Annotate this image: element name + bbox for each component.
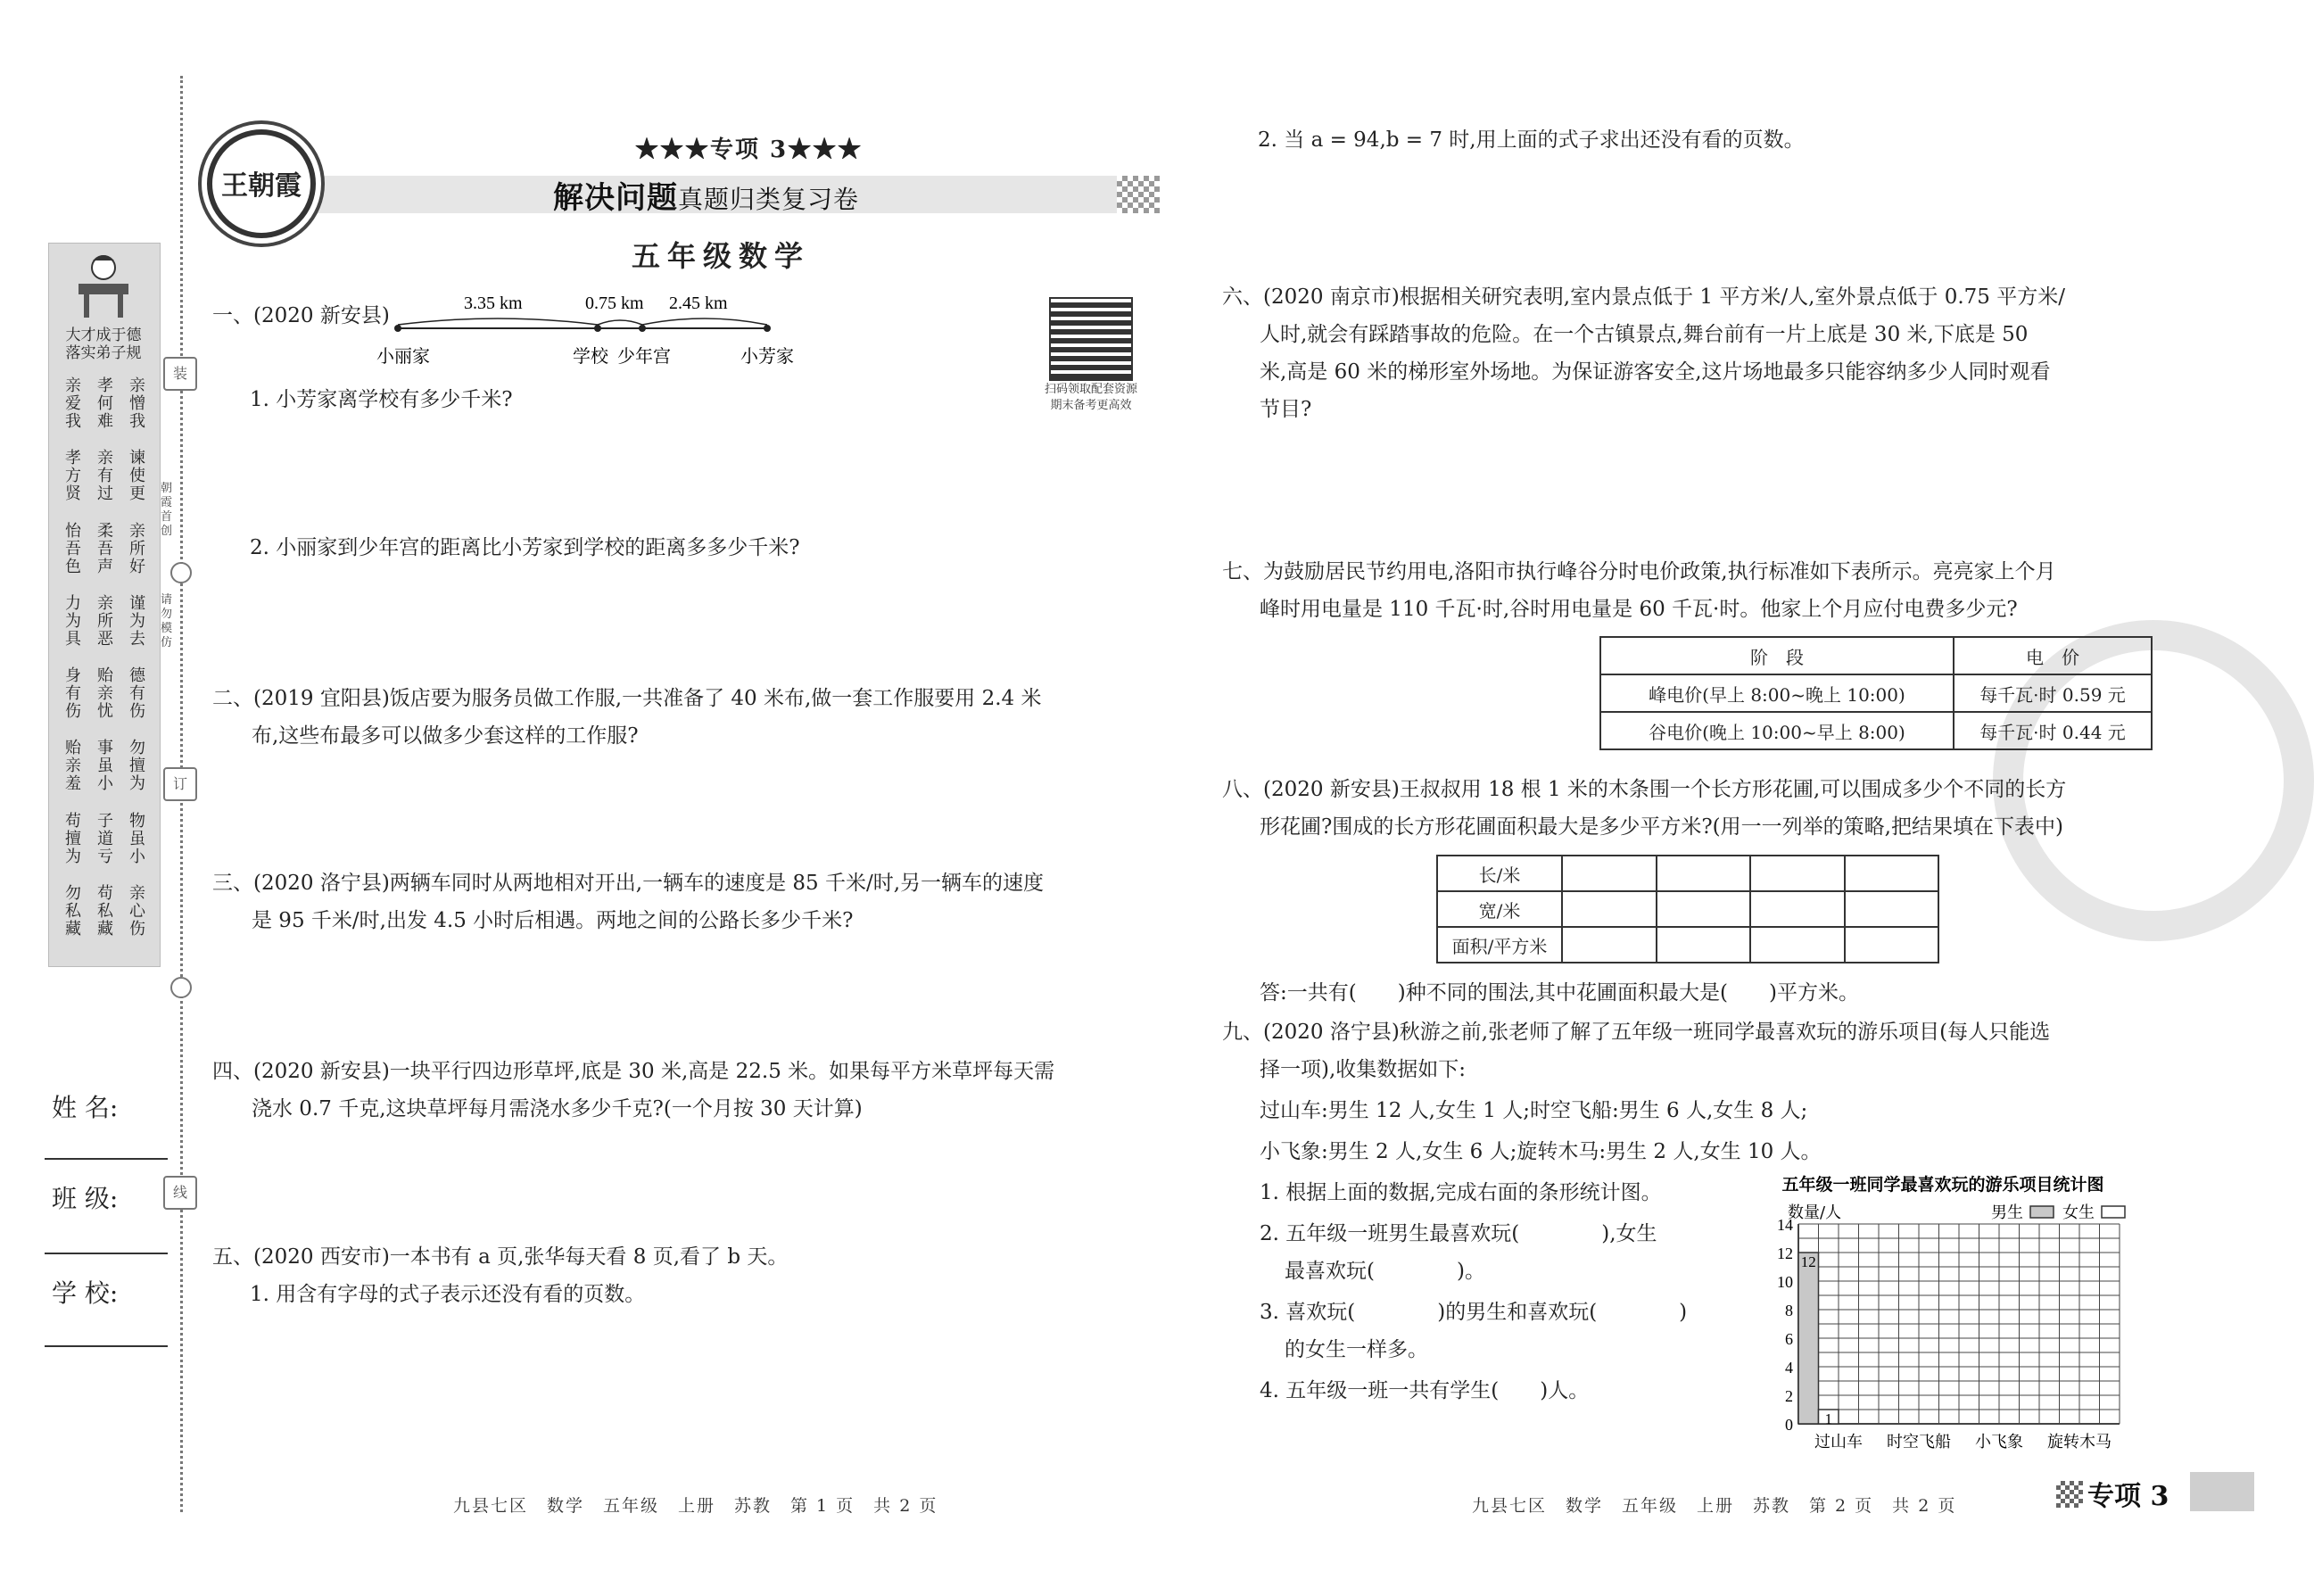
table-row [1437,856,1938,891]
answer-cell[interactable] [1750,927,1845,963]
answer-cell[interactable] [1845,927,1939,963]
q4-line1: 四、(2020 新安县)一块平行四边形草坪,底是 30 米,高是 22.5 米。如果每平方米草坪每天需 [212,1060,1055,1083]
chart-grid [1798,1224,2120,1424]
corner-label: 专项 3 [2087,1481,2169,1512]
poem-phrase: 物虽小 [127,811,145,865]
q9-line3: 过山车:男生 12 人,女生 1 人;时空飞船:男生 6 人,女生 8 人; [1260,1099,1808,1122]
place-label-1: 小丽家 [376,345,430,367]
q5-sub2: 2. 当 a = 94,b = 7 时,用上面的式子求出还没有看的页数。 [1258,128,1805,152]
answer-cell[interactable] [1657,927,1751,963]
answer-cell[interactable] [1750,856,1845,891]
poem-phrase: 亲憎我 [127,376,145,430]
place-label-4: 小芳家 [740,345,794,367]
class-line[interactable] [45,1253,168,1254]
q8-line2: 形花圃?围成的长方形花圃面积最大是多少平方米?(用一一列举的策略,把结果填在下表中) [1260,815,2063,839]
bar-boy [1798,1253,1819,1424]
poem-phrase: 力为具 [62,593,81,648]
corner-bar [2190,1472,2254,1511]
x-category-label: 时空飞船 [1887,1433,1951,1451]
qr-caption [1029,382,1153,414]
poem-grid [55,376,152,956]
poem-phrase: 亲所恶 [95,593,113,648]
motto-line-1: 大才成于德 [65,327,142,344]
q5-sub1: 1. 用含有字母的式子表示还没有看的页数。 [250,1283,646,1306]
poem-phrase: 怡吾色 [62,521,81,575]
distance-diagram [376,293,812,373]
legend-girl-label: 女生 [2062,1203,2095,1222]
poem-phrase: 苟擅为 [62,811,81,865]
poem-phrase: 事虽小 [95,739,113,793]
q6-line4: 节目? [1260,398,1312,421]
q9-line2: 择一项),收集数据如下: [1260,1058,1467,1081]
qr-caption-line-2: 期末备考更高效 [1050,399,1132,412]
q9-sub2a[interactable]: 2. 五年级一班男生最喜欢玩( ),女生 [1260,1222,1657,1245]
binding-mark-ding: 订 [163,767,197,801]
binding-caption-1: 朝霞首创 [161,482,173,538]
price-cell: 每千瓦·时 0.44 元 [1954,712,2152,749]
poem-phrase: 亲心伤 [127,883,145,938]
binding-mark-zhuang: 装 [163,357,197,391]
poem-phrase: 亲所好 [127,521,145,575]
poem-phrase: 身有伤 [62,666,81,720]
q1-heading: 一、(2020 新安县) [212,304,390,327]
q6-line3: 米,高是 60 米的梯形室外场地。为保证游客安全,这片场地最多只能容纳多少人同时观看 [1260,360,2051,384]
qr-caption-line-1: 扫码领取配套资源 [1044,383,1137,396]
poem-phrase: 苟私藏 [95,883,113,938]
series-label: ★★★专项 3★★★ [635,136,864,163]
name-line[interactable] [45,1158,168,1160]
q3-line2: 是 95 千米/时,出发 4.5 小时后相遇。两地之间的公路长多少千米? [252,909,854,932]
answer-cell[interactable] [1562,927,1657,963]
price-cell: 每千瓦·时 0.59 元 [1954,674,2152,712]
legend-boy-swatch [2030,1206,2054,1218]
poem-phrase: 孝何难 [95,376,113,430]
y-tick-label: 0 [1785,1416,1793,1434]
place-label-2: 学校 [573,345,608,367]
y-tick-label: 2 [1785,1387,1793,1405]
q8-answer[interactable]: 答:一共有( )种不同的围法,其中花圃面积最大是( )平方米。 [1260,981,1859,1005]
page-title [553,173,859,217]
y-tick-label: 10 [1777,1273,1793,1291]
q9-sub1: 1. 根据上面的数据,完成右面的条形统计图。 [1260,1181,1662,1204]
q7-line2: 峰时用电量是 110 千瓦·时,谷时用电量是 60 千瓦·时。他家上个月应付电费多少元? [1260,598,2018,621]
y-tick-label: 4 [1785,1359,1793,1377]
scholar-icon [70,252,137,323]
legend-boy-label: 男生 [1991,1203,2023,1222]
page-title-rest: 真题归类复习卷 [678,185,860,214]
grade-title: 五年级数学 [632,239,811,273]
q1-sub1: 1. 小芳家离学校有多少千米? [250,388,513,411]
table-row [1437,891,1938,927]
name-label: 姓 名: [52,1093,119,1122]
q3-line1: 三、(2020 洛宁县)两辆车同时从两地相对开出,一辆车的速度是 85 千米/时,另一辆车的速度 [212,872,1045,895]
poem-phrase: 亲有过 [95,449,113,503]
binding-caption-2: 请勿模仿 [161,593,173,649]
x-category-label: 过山车 [1814,1433,1863,1451]
motto-text [52,327,155,362]
q2-line2: 布,这些布最多可以做多少套这样的工作服? [252,724,639,748]
chart-ylabel: 数量/人 [1788,1203,1842,1222]
q5-line1: 五、(2020 西安市)一本书有 a 页,张华每天看 8 页,看了 b 天。 [212,1245,789,1269]
class-label: 班 级: [52,1184,119,1213]
q9-sub3a[interactable]: 3. 喜欢玩( )的男生和喜欢玩( ) [1260,1301,1688,1324]
distance-label-1: 3.35 km [464,294,523,313]
answer-cell[interactable] [1562,891,1657,927]
q9-sub3b: 的女生一样多。 [1285,1338,1428,1361]
bar-value-label: 1 [1824,1410,1832,1427]
header-checker [1117,176,1160,213]
poem-phrase: 孝方贤 [62,449,81,503]
q1-sub2: 2. 小丽家到少年宫的距离比小芳家到学校的距离多多少千米? [250,536,800,559]
y-tick-label: 8 [1785,1302,1793,1319]
poem-phrase: 谏使更 [127,449,145,503]
poem-phrase: 亲爱我 [62,376,81,430]
poem-phrase: 谨为去 [127,593,145,648]
x-category-label: 小飞象 [1975,1433,2023,1451]
q6-line1: 六、(2020 南京市)根据相关研究表明,室内景点低于 1 平方米/人,室外景点低于 0.75 平方米/ [1222,285,2065,309]
q9-sub4[interactable]: 4. 五年级一班一共有学生( )人。 [1260,1379,1590,1402]
poem-phrase: 柔吾声 [95,521,113,575]
garden-table [1436,855,1939,963]
footer-right: 九县七区 数学 五年级 上册 苏教 第 2 页 共 2 页 [1472,1496,1957,1516]
motto-line-2: 落实弟子规 [65,344,142,362]
brand-logo [207,129,316,238]
price-table [1599,636,2153,750]
answer-cell[interactable] [1750,891,1845,927]
price-table-header [1600,637,2152,674]
price-table-head-2: 电 价 [1954,637,2152,674]
price-table-head-1: 阶 段 [1600,637,1954,674]
place-label-3: 少年宫 [617,345,671,367]
bar-value-label: 12 [1800,1253,1816,1270]
answer-cell[interactable] [1657,891,1751,927]
q7-line1: 七、为鼓励居民节约用电,洛阳市执行峰谷分时电价政策,执行标准如下表所示。亮亮家上个月 [1222,560,2056,583]
poem-phrase: 贻亲忧 [95,666,113,720]
page-title-main: 解决问题 [553,180,678,216]
garden-row-label: 宽/米 [1437,891,1562,927]
price-cell: 峰电价(早上 8:00~晚上 10:00) [1600,674,1954,712]
poem-phrase: 贻亲羞 [62,739,81,793]
poem-phrase: 勿私藏 [62,883,81,938]
q6-line2: 人时,就会有踩踏事故的危险。在一个古镇景点,舞台前有一片上底是 30 米,下底是 50 [1260,323,2029,346]
distance-label-3: 2.45 km [669,294,728,313]
binding-hole-1 [170,562,192,583]
q2-line1: 二、(2019 宜阳县)饭店要为服务员做工作服,一共准备了 40 米布,做一套工作服要用 2.4 米 [212,687,1042,710]
answer-cell[interactable] [1845,891,1939,927]
table-row [1600,712,2152,749]
chart-title: 五年级一班同学最喜欢玩的游乐项目统计图 [1781,1175,2104,1195]
answer-cell[interactable] [1657,856,1751,891]
bar-chart [1748,1169,2159,1454]
distance-label-2: 0.75 km [585,294,644,313]
poem-phrase: 德有伤 [127,666,145,720]
q4-line2: 浇水 0.7 千克,这块草坪每月需浇水多少千克?(一个月按 30 天计算) [252,1097,863,1121]
table-row [1437,927,1938,963]
chart-labels [1777,1216,2112,1451]
qr-code-icon[interactable] [1049,297,1133,381]
garden-row-label: 长/米 [1437,856,1562,891]
brand-logo-text: 王朝霞 [221,170,302,202]
q9-sub2b[interactable]: 最喜欢玩( )。 [1285,1260,1485,1283]
q8-line1: 八、(2020 新安县)王叔叔用 18 根 1 米的木条围一个长方形花圃,可以围成多少个不同的长方 [1222,778,2067,801]
table-row [1600,674,2152,712]
binding-hole-2 [170,977,192,998]
legend-girl-swatch [2102,1206,2125,1218]
poem-phrase: 勿擅为 [127,739,145,793]
x-category-label: 旋转木马 [2047,1433,2112,1451]
y-tick-label: 14 [1777,1216,1793,1234]
footer-left: 九县七区 数学 五年级 上册 苏教 第 1 页 共 2 页 [453,1496,938,1516]
q9-line1: 九、(2020 洛宁县)秋游之前,张老师了解了五年级一班同学最喜欢玩的游乐项目(每人只能选 [1222,1021,2051,1044]
binding-mark-xian: 线 [163,1176,197,1210]
y-tick-label: 12 [1777,1245,1793,1262]
q9-line4: 小飞象:男生 2 人,女生 6 人;旋转木马:男生 2 人,女生 10 人。 [1260,1140,1822,1163]
garden-row-label: 面积/平方米 [1437,927,1562,963]
y-tick-label: 6 [1785,1330,1793,1348]
price-cell: 谷电价(晚上 10:00~早上 8:00) [1600,712,1954,749]
school-line[interactable] [45,1345,168,1347]
school-label: 学 校: [52,1278,119,1308]
poem-phrase: 子道亏 [95,811,113,865]
answer-cell[interactable] [1845,856,1939,891]
corner-checker [2056,1481,2083,1508]
answer-cell[interactable] [1562,856,1657,891]
